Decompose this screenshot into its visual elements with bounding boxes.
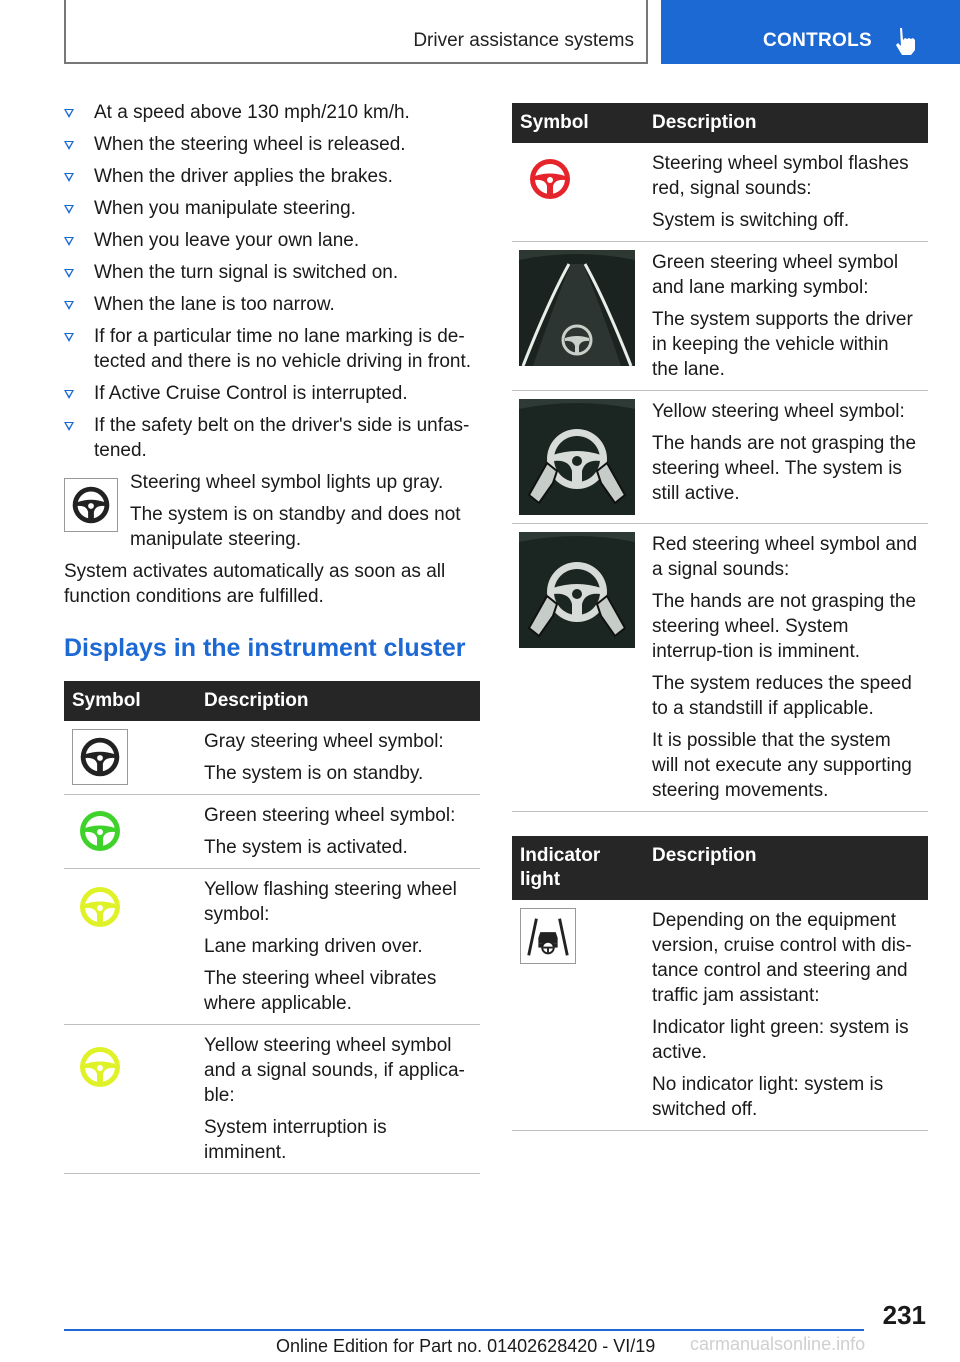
bullet-triangle-icon (64, 269, 74, 278)
deactivation-conditions-list (64, 100, 480, 463)
list-item: At a speed above 130 mph/210 km/h. (64, 100, 480, 125)
chapter-title: CONTROLS (763, 30, 873, 51)
description-text: Yellow steering wheel symbol: (652, 401, 905, 422)
driving-assistant-indicator-icon (520, 908, 576, 964)
description-text: Green steering wheel symbol and lane marking symbol: (652, 252, 899, 298)
green-lane-display-image (519, 250, 635, 366)
bullet-triangle-icon (64, 237, 74, 246)
table-row (512, 900, 928, 1131)
description-text: The system reduces the speed to a standstill if applicable. (652, 673, 912, 719)
red-steering-wheel-icon (522, 151, 578, 207)
list-item: If Active Cruise Control is interrupted. (64, 381, 480, 406)
instrument-cluster-table (64, 681, 480, 1174)
yellow-hands-display-image (519, 399, 635, 515)
footer-divider (64, 1329, 864, 1331)
bullet-triangle-icon (64, 333, 74, 342)
description-text: The steering wheel vibrates where applicable. (204, 968, 437, 1014)
bullet-triangle-icon (64, 390, 74, 399)
column-header-description: Description (196, 681, 480, 721)
description-text: Yellow flashing steering wheel symbol: (204, 879, 457, 925)
page-number: 231 (882, 1300, 926, 1330)
list-item: When the driver applies the brakes. (64, 164, 480, 189)
description-text: It is possible that the system will not execute any supporting steering movements. (652, 730, 912, 801)
table-row (512, 524, 928, 812)
description-text: Lane marking driven over. (204, 936, 423, 957)
red-hands-display-image (519, 532, 635, 648)
standby-note (64, 470, 480, 552)
table-row (512, 242, 928, 391)
description-text: Red steering wheel symbol and a signal sounds: (652, 534, 918, 580)
list-item: If for a particular time no lane marking is de-tected and there is no vehicle driving in front. (64, 324, 480, 374)
table-row (64, 721, 480, 795)
column-header-indicator-light: Indicator light (512, 836, 644, 900)
list-item: When the steering wheel is released. (64, 132, 480, 157)
column-header-symbol: Symbol (512, 103, 644, 143)
green-steering-wheel-icon (72, 803, 128, 859)
description-text: Steering wheel symbol flashes red, signal sounds: (652, 153, 909, 199)
edition-text: Online Edition for Part no. 01402628420 - VI/19 (276, 1336, 656, 1356)
description-text: Indicator light green: system is active. (652, 1017, 909, 1063)
right-column (512, 103, 928, 1131)
table-header-row (64, 681, 480, 721)
indicator-light-table (512, 836, 928, 1131)
description-text: System interruption is imminent. (204, 1117, 387, 1163)
pointing-hand-icon (893, 26, 919, 56)
yellow-flashing-steering-wheel-icon (72, 877, 128, 933)
gray-steering-wheel-icon (72, 729, 128, 785)
table-row (64, 795, 480, 869)
description-text: System is switching off. (652, 210, 850, 231)
activation-paragraph: System activates automatically as soon as all function conditions are fulfilled. (64, 561, 446, 607)
table-row (512, 391, 928, 524)
table-row (64, 1025, 480, 1174)
list-item: When you manipulate steering. (64, 196, 480, 221)
description-text: The hands are not grasping the steering wheel. The system is still active. (652, 433, 917, 504)
table-header-row (512, 836, 928, 900)
list-item: When the lane is too narrow. (64, 292, 480, 317)
column-header-description: Description (644, 836, 928, 900)
section-title: Driver assistance systems (413, 30, 634, 51)
list-item: When you leave your own lane. (64, 228, 480, 253)
section-heading: Displays in the instrument cluster (64, 634, 466, 662)
display-symbols-table (512, 103, 928, 812)
description-text: The system is activated. (204, 837, 408, 858)
list-item: When the turn signal is switched on. (64, 260, 480, 285)
bullet-triangle-icon (64, 422, 74, 431)
standby-text-1: Steering wheel symbol lights up gray. (130, 472, 444, 493)
bullet-triangle-icon (64, 301, 74, 310)
description-text: Depending on the equipment version, cruise control with dis-tance control and steering and traffic jam assistant: (652, 910, 912, 1006)
bullet-triangle-icon (64, 205, 74, 214)
running-header (64, 0, 648, 64)
chapter-tab (661, 0, 960, 64)
standby-text-2: The system is on standby and does not manipulate steering. (130, 504, 461, 550)
table-row (512, 143, 928, 242)
list-item: If the safety belt on the driver's side is unfas-tened. (64, 413, 480, 463)
table-header-row (512, 103, 928, 143)
column-header-symbol: Symbol (64, 681, 196, 721)
table-row (64, 869, 480, 1025)
bullet-triangle-icon (64, 141, 74, 150)
bullet-triangle-icon (64, 173, 74, 182)
description-text: Gray steering wheel symbol: (204, 731, 444, 752)
description-text: The hands are not grasping the steering wheel. System interrup-tion is imminent. (652, 591, 917, 662)
column-header-description: Description (644, 103, 928, 143)
bullet-triangle-icon (64, 109, 74, 118)
description-text: No indicator light: system is switched off. (652, 1074, 884, 1120)
description-text: The system is on standby. (204, 763, 424, 784)
watermark-text: carmanualsonline.info (690, 1334, 866, 1354)
description-text: The system supports the driver in keeping the vehicle within the lane. (652, 309, 913, 380)
yellow-steering-wheel-icon (72, 1033, 128, 1089)
description-text: Green steering wheel symbol: (204, 805, 456, 826)
description-text: Yellow steering wheel symbol and a signal sounds, if applica-ble: (204, 1035, 465, 1106)
left-column (64, 100, 480, 1174)
gray-steering-wheel-icon (64, 478, 118, 532)
